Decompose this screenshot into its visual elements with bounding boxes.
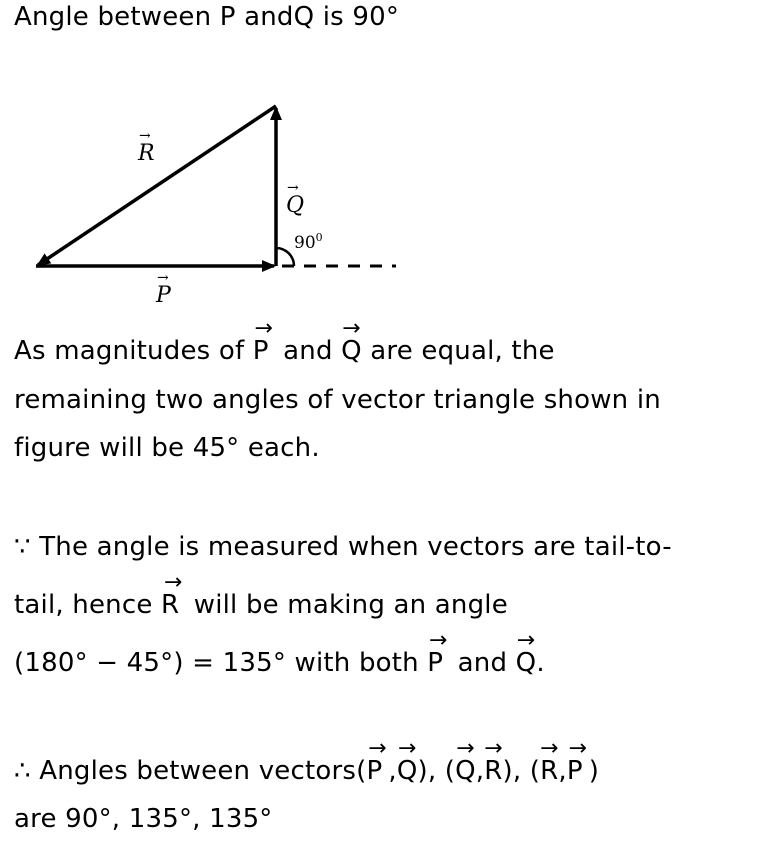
label-p-arrow: → <box>157 270 169 286</box>
para1-text-a: As magnitudes of <box>14 336 253 366</box>
vector-p-symbol: → P <box>366 758 388 784</box>
vector-r-symbol: → R <box>540 758 558 784</box>
para2-text-a: tail, hence <box>14 590 162 620</box>
para1-text-c: are equal, the <box>361 336 555 366</box>
label-r: R <box>138 141 155 166</box>
separator: , <box>475 756 485 786</box>
heading <box>14 4 399 30</box>
label-angle: $90^0$ <box>294 231 323 253</box>
para3-line1 <box>14 758 599 784</box>
para3-text-b: ), ( <box>417 756 456 786</box>
para2-line2 <box>14 592 508 618</box>
angle-arc <box>276 248 294 266</box>
label-q: Q <box>286 193 305 218</box>
para2-text-d: and <box>449 648 516 678</box>
separator: , <box>388 756 397 786</box>
para2-line3 <box>14 650 545 676</box>
para3-text-d: ) <box>588 756 600 786</box>
heading-degree: ° <box>385 2 400 32</box>
heading-prefix: Angle between P and <box>14 2 294 32</box>
para3-line2: are 90°, 135°, 135° <box>14 804 273 834</box>
vector-q-symbol: → Q <box>397 758 418 784</box>
label-q-arrow: → <box>287 180 299 196</box>
para2-text-c: (180° − 45°) = 135° with both <box>14 648 428 678</box>
vector-q-symbol: → Q <box>516 650 537 676</box>
vector-q-symbol: → Q <box>341 338 362 364</box>
label-r-arrow: → <box>139 128 151 144</box>
para2-text-e: . <box>536 648 545 678</box>
vector-p-symbol: → P <box>253 338 275 364</box>
heading-q: Q <box>293 2 315 32</box>
vector-triangle-diagram <box>0 86 420 316</box>
para1-line3: figure will be 45° each. <box>14 433 320 463</box>
para1-line1 <box>14 338 555 364</box>
vector-r-symbol: → R <box>161 592 185 618</box>
vector-p-symbol: → P <box>427 650 449 676</box>
label-p: P <box>156 283 171 308</box>
vector-r-symbol: → R <box>484 758 502 784</box>
vector-p-symbol: → P <box>567 758 589 784</box>
vector-q-symbol: → Q <box>455 758 476 784</box>
para3-text-c: ), ( <box>502 756 541 786</box>
para2-line1: ∵ The angle is measured when vectors are tail-to- <box>14 532 672 562</box>
vector-r-line <box>38 106 276 265</box>
separator: , <box>558 756 567 786</box>
para2-text-b: will be making an angle <box>185 590 508 620</box>
para3-text-a: ∴ Angles between vectors( <box>14 756 367 786</box>
heading-middle: is 90 <box>314 2 386 32</box>
para1-text-b: and <box>274 336 342 366</box>
para1-line2: remaining two angles of vector triangle shown in <box>14 385 661 415</box>
